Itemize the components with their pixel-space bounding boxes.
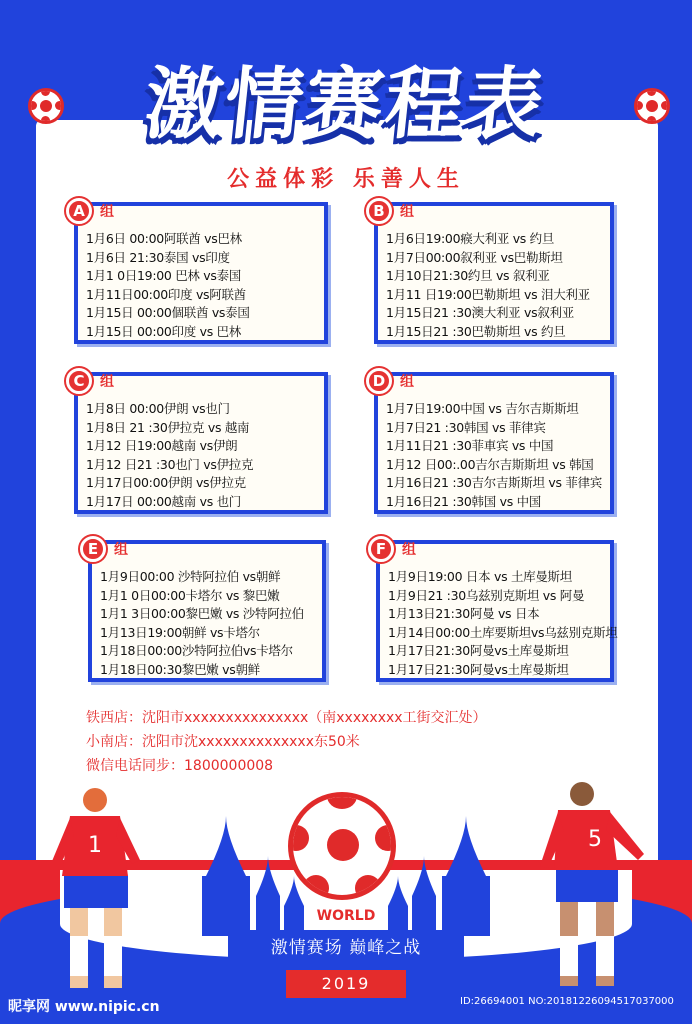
- match: 1月13日19:00朝鲜 vs卡塔尔: [100, 624, 260, 640]
- group-e-card: [88, 540, 326, 682]
- match: 1月15日21 :30巴勒斯坦 vs 约旦: [386, 323, 566, 339]
- group-f-card: [375, 540, 618, 682]
- soccer-ball-icon: [288, 792, 396, 900]
- match: 1月11日21 :30菲車宾 vs 中国: [386, 438, 554, 453]
- match: 1月9日00:00 沙特阿拉伯 vs朝鲜: [100, 569, 281, 584]
- match: 1月12 日21 :30也门 vs伊拉克: [86, 456, 254, 472]
- match: 1月7日21 :30韩国 vs 菲律宾: [386, 419, 546, 435]
- match: 1月8日 00:00伊朗 vs也门: [86, 401, 230, 416]
- match: 1月15日21 :30澳大利亚 vs叙利亚: [386, 305, 574, 320]
- match: 1月6日 21:30泰国 vs印度: [86, 249, 230, 265]
- match: 1月11日00:00印度 vs阿联酋: [86, 286, 246, 302]
- match: 1月11 日19:00巴勒斯坦 vs 泪大利亚: [386, 286, 590, 302]
- match: 1月15日 00:00印度 vs 巴林: [86, 323, 242, 339]
- match: 1月17日00:00伊朗 vs伊拉克: [86, 475, 246, 490]
- group-b-badge: B: [366, 198, 392, 224]
- group-f-matches: [380, 544, 618, 683]
- tagline: 激情赛场 巅峰之战: [228, 930, 464, 966]
- group-f-label: 组: [402, 542, 416, 558]
- match: 1月9日19:00 日本 vs 土库曼斯坦: [388, 569, 572, 584]
- group-c-header: [66, 368, 114, 394]
- group-b-label: 组: [400, 204, 414, 220]
- group-c-matches: [78, 376, 324, 515]
- group-a-matches: [78, 206, 324, 345]
- group-c-badge: C: [66, 368, 92, 394]
- match: 1月6日 00:00阿联酋 vs巴林: [86, 231, 242, 246]
- match: 1月13日21:30阿曼 vs 日本: [388, 606, 540, 621]
- match: 1月8日 21 :30伊拉克 vs 越南: [86, 419, 250, 435]
- group-b-header: [366, 198, 414, 224]
- group-c-label: 组: [100, 374, 114, 390]
- match: 1月7日00:00叙利亚 vs巴勒斯坦: [386, 249, 563, 265]
- group-d-header: [366, 368, 414, 394]
- match: 1月17日 00:00越南 vs 也门: [86, 493, 242, 509]
- match: 1月1 0日00:00卡塔尔 vs 黎巴嫩: [100, 587, 280, 603]
- group-e-label: 组: [114, 542, 128, 558]
- subtitle: 公益体彩 乐善人生: [227, 166, 465, 192]
- player-left-illustration: [40, 786, 150, 1006]
- group-a-card: [74, 202, 328, 344]
- group-c-card: [74, 372, 328, 514]
- group-d-matches: [378, 376, 610, 515]
- watermark-id: ID:26694001 NO:20181226094517037000: [460, 996, 674, 1007]
- group-e-badge: E: [80, 536, 106, 562]
- match: 1月18日00:30黎巴嫩 vs朝鲜: [100, 661, 260, 677]
- group-b-card: [374, 202, 614, 344]
- world-label: WORLD: [316, 908, 376, 924]
- match: 1月7日19:00中国 vs 吉尔吉斯斯坦: [386, 401, 579, 416]
- group-d-card: [374, 372, 614, 514]
- group-b-matches: [378, 206, 610, 345]
- match: 1月1 3日00:00黎巴嫩 vs 沙特阿拉伯: [100, 606, 304, 621]
- group-f-header: [368, 536, 416, 562]
- group-a-header: [66, 198, 114, 224]
- match: 1月9日21 :30乌兹别克斯坦 vs 阿曼: [388, 587, 585, 603]
- watermark-logo: 昵享网 www.nipic.cn: [8, 999, 160, 1015]
- match: 1月15日 00:00個联酋 vs泰国: [86, 305, 250, 320]
- player-left-number: 1: [88, 833, 102, 858]
- group-e-header: [80, 536, 128, 562]
- match: 1月10日21:30约旦 vs 叙利亚: [386, 268, 550, 283]
- group-d-badge: D: [366, 368, 392, 394]
- match: 1月6日19:00瘊大利亚 vs 约旦: [386, 231, 555, 246]
- player-right-illustration: [534, 780, 654, 1006]
- match: 1月17日21:30阿曼vs土库曼斯坦: [388, 643, 569, 658]
- group-f-badge: F: [368, 536, 394, 562]
- match: 1月16日21 :30韩国 vs 中国: [386, 493, 542, 509]
- store-info-line-1: 铁西店：沈阳市xxxxxxxxxxxxxxx（南xxxxxxxx工街交汇处）: [86, 710, 487, 726]
- store-info-line-2: 小南店：沈阳市沈xxxxxxxxxxxxxx东50米: [86, 734, 360, 750]
- group-a-badge: A: [66, 198, 92, 224]
- match: 1月14日00:00土库要斯坦vs乌兹别克斯坦: [388, 624, 618, 640]
- player-right-number: 5: [588, 827, 602, 852]
- store-info: [86, 706, 487, 778]
- title-wrap: [0, 42, 692, 154]
- page-title: 激情赛程表: [140, 60, 550, 150]
- group-d-label: 组: [400, 374, 414, 390]
- match: 1月12 日00:.00吉尔吉斯斯坦 vs 韩国: [386, 456, 594, 472]
- group-a-label: 组: [100, 204, 114, 220]
- match: 1月1 0日19:00 巴林 vs泰国: [86, 268, 242, 283]
- match: 1月16日21 :30吉尔吉斯斯坦 vs 菲律宾: [386, 475, 603, 490]
- group-e-matches: [92, 544, 322, 683]
- match: 1月12 日19:00越南 vs伊朗: [86, 438, 238, 453]
- store-info-line-3: 微信电话同步：1800000008: [86, 758, 274, 774]
- match: 1月18日00:00沙特阿拉伯vs卡塔尔: [100, 643, 293, 658]
- year-badge: 2019: [286, 970, 406, 998]
- match: 1月17日21:30阿曼vs土库曼斯坦: [388, 661, 569, 677]
